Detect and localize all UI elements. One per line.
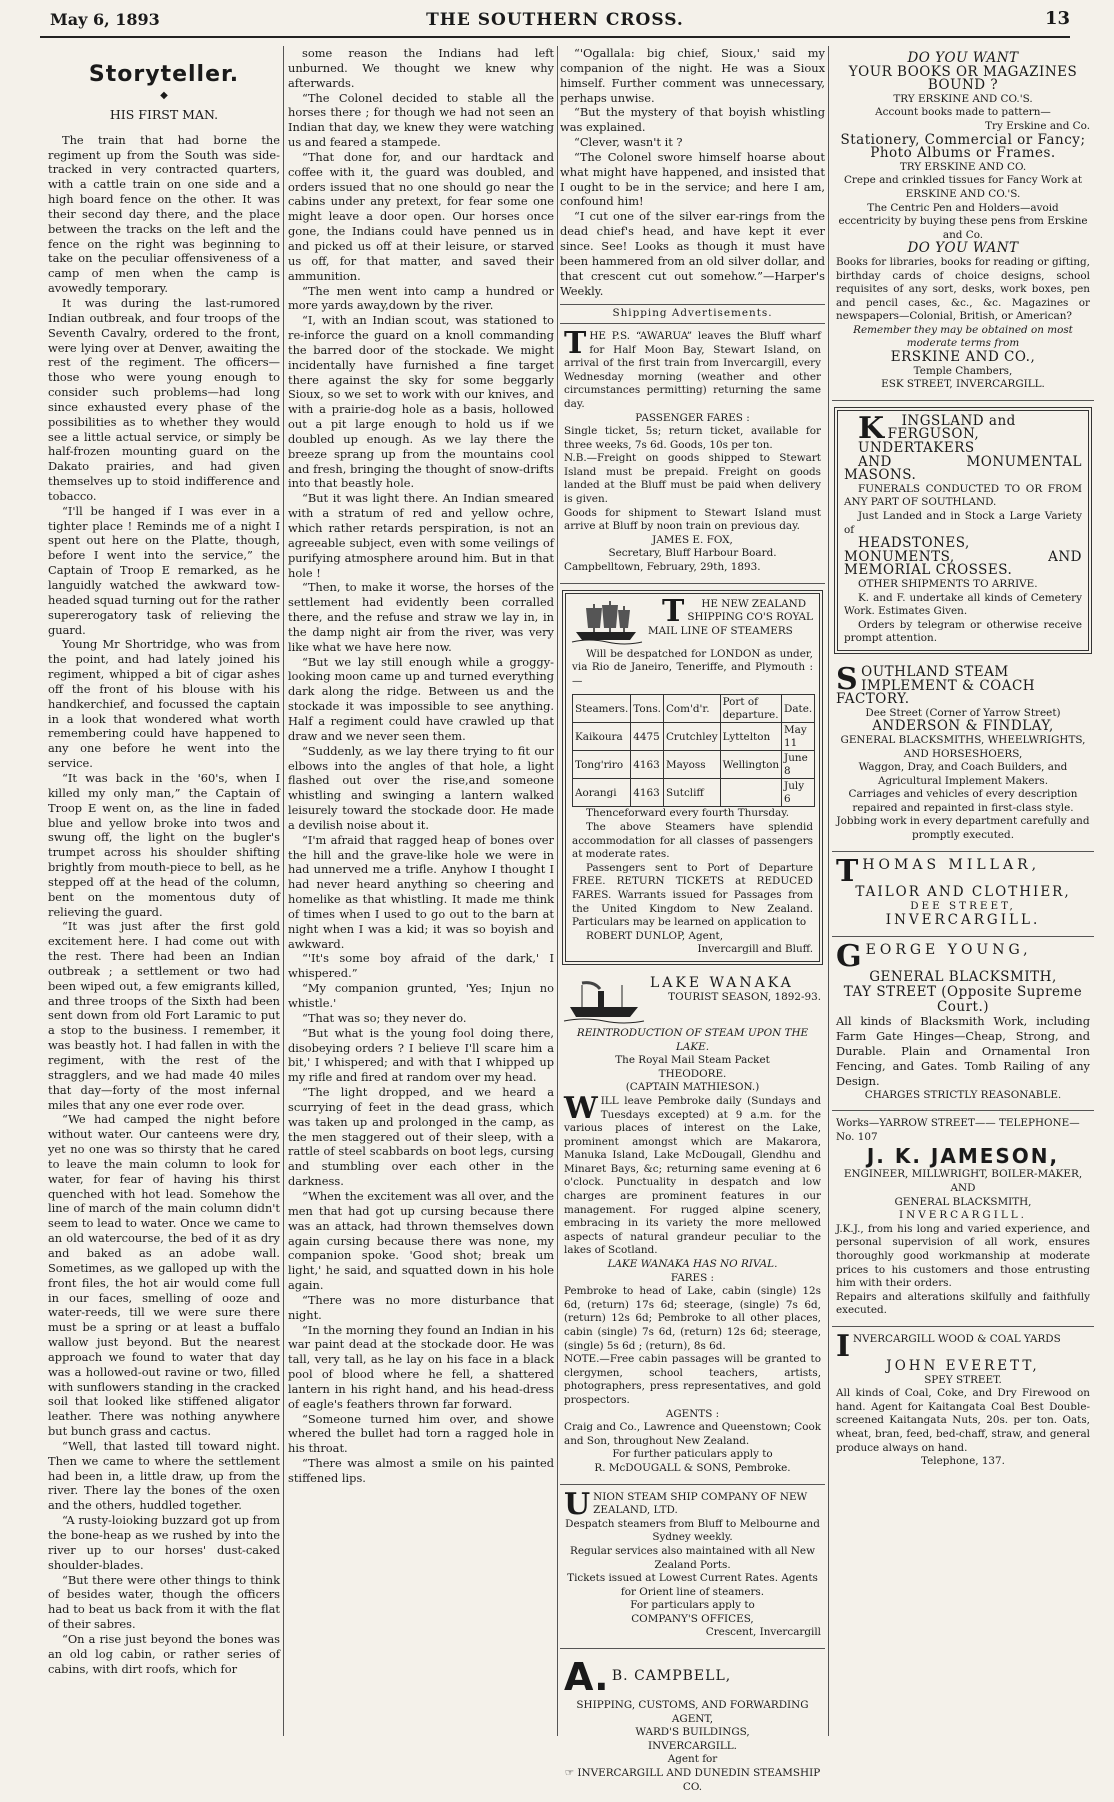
story-paragraph: “The light dropped, and we heard a scurrying of feet in the dead grass, which was taken up and prolonged in the camp, as the men staggered out of their sleep, with a rattle of steel scabbards on boot legs, cursing and stumbling over each other in the darkness. xyxy=(288,1085,554,1189)
table-cell: June 8 xyxy=(782,751,815,779)
table-cell: Mayoss xyxy=(663,751,720,779)
table-cell: Sutcliff xyxy=(663,779,720,807)
story-paragraph: “A rusty-loioking buzzard got up from the bone-heap as we rushed by into the river up to our horses' dust-caked shoulder-blades. xyxy=(48,1513,280,1572)
table-cell: Wellington xyxy=(720,751,781,779)
shipping-column xyxy=(560,46,825,1793)
dropcap: I xyxy=(836,1329,851,1364)
table-header-cell: Com'd'r. xyxy=(663,695,720,723)
kingsland-ad: K INGSLAND and FERGUSON, UNDERTAKERS AND MONUMENTAL MASONS. FUNERALS CONDUCTED TO OR FROM ANY PART OF SOUTHLAND. Just Landed and in Stock a Large Variety of HEADSTONES, MONUMENTS, AND MEMORIAL CROSSES. OTHER SHIPMENTS TO ARRIVE. K. and F. undertake all kinds of Cemetery Work. Estimates Given. Orders by telegram or otherwise receive prompt attention. xyxy=(834,407,1092,654)
table-row xyxy=(573,779,815,807)
awarua-ad: THE P.S. “AWARUA” leaves the Bluff wharf for Half Moon Bay, Stewart Island, on arrival of the first train from Invercargill, every Wednesday morning (weather and other circumstances permitting) returning the same day. PASSENGER FARES : Single ticket, 5s; return ticket, available for three weeks, 7s 6d. Goods, 10s per ton. N.B.—Freight on goods shipped to Stewart Island must be prepaid. Freight on goods landed at the Bluff must be paid when delivery is given. Goods for shipment to Stewart Island must arrive at Bluff by noon train on previous day. JAMES E. FOX, Secretary, Bluff Harbour Board. Campbelltown, February, 29th, 1893. xyxy=(560,324,825,584)
story-paragraph: “It was just after the first gold excitement here. I had come out with the rest. There had been an Indian outbreak ; a settlement or two had been wiped out, a few emigrants killed, and three troops of the Sixth had been sent down from old Fort Laramic to put a stop to the business. I remember, it was beastly hot. I had fallen in with the regiment, with the rest of the stragglers, and we had made 40 miles that day—forty of the most infernal miles that any one ever rode over. xyxy=(48,919,280,1112)
story-paragraph: “The Colonel decided to stable all the horses there ; for though we had not seen an Indian that day, we knew they were watching us and feared a stampede. xyxy=(288,90,554,150)
story-title: HIS FIRST MAN. xyxy=(109,106,219,122)
newspaper-title: THE SOUTHERN CROSS. xyxy=(426,10,684,30)
dropcap: T xyxy=(662,593,685,629)
table-cell: Lyttelton xyxy=(720,723,781,751)
story-paragraph: “But it was light there. An Indian smeared with a stratum of red and yellow ochre, which rather retards perspiration, is not an agreeable subject, even with some veilings of purifying atmosphere around him. But in that hole ! xyxy=(288,491,554,580)
pointing-hand-icon: ☞ xyxy=(564,1767,575,1780)
millar-ad: THOMAS MILLAR, TAILOR AND CLOTHIER, DEE STREET, INVERCARGILL. xyxy=(832,852,1094,937)
story-paragraph: “Someone turned him over, and showe whered the bullet had torn a ragged hole in his throat. xyxy=(288,1411,554,1456)
table-cell xyxy=(720,779,781,807)
story-paragraph: It was during the last-rumored Indian outbreak, and four troops of the Seventh Cavalry, ordered to the front, were lying over at Denver, awaiting the rest of the regiment. The officers—those who were young enough to consider such problems—had long since exhausted every phase of the possibilities as to whether they would see a little actual service, or simply be half-frozen mounting guard on the Dakato prairies, and had given themselves up to stoid indifference and tobacco. xyxy=(48,295,280,503)
story-body-2 xyxy=(288,46,554,1486)
dropcap: S xyxy=(836,661,859,697)
story-body-1 xyxy=(48,133,280,1677)
story-paragraph: Young Mr Shortridge, who was from the point, and had lately joined his regiment, whipped a bit of cigar ashes off the front of his blouse with his handkerchief, and focussed the captain in a look that wondered what worth remembering could have happened to any one before he went into the service. xyxy=(48,637,280,771)
column-rule xyxy=(283,46,284,1736)
dropcap: T xyxy=(836,853,860,889)
story-column-1 xyxy=(48,46,280,1736)
story-paragraph: “Clever, wasn't it ? xyxy=(574,135,683,150)
table-cell: Tong'riro xyxy=(573,751,631,779)
story-paragraph: “There was no more disturbance that night. xyxy=(288,1292,554,1322)
story-paragraph: “But the mystery of that boyish whistling was explained. xyxy=(560,105,825,135)
story-paragraph: “I, with an Indian scout, was stationed to re-inforce the guard on a knoll commanding the barred door of the stockade. We might incidentally have furnished a fine target there against the sky for some beggarly Sioux, so we set to work with our knives, and with a prairie-dog hole as a basis, hollowed out a pit large enough to hold us if we doubled up enough. As we lay there the breeze sprang up from the mountains cool and fresh, bringing the thought of snow-drifts into that beastly hole. xyxy=(288,313,554,491)
story-paragraph: “I cut one of the silver ear-rings from the dead chief's head, and have kept it ever since. See! Looks as though it must have been hammered from an old silver dollar, and that crescent cut out somehow.”—Harper's Weekly. xyxy=(560,209,825,298)
table-row xyxy=(573,751,815,779)
story-body-3 xyxy=(560,46,825,298)
section-title: Storyteller. xyxy=(88,62,240,87)
story-paragraph: “The Colonel swore himself hoarse about what might have happened, and insisted that I ought to be in the service; and here I am, confound him! xyxy=(560,149,825,209)
story-paragraph: “But we lay still enough while a groggy-looking moon came up and turned everything dark along the ridge. Between us and the stockade it was impossible to see anything. Half a regiment could have crawled up that draw and we never seen them. xyxy=(288,654,554,743)
table-header-cell: Port of departure. xyxy=(720,695,781,723)
story-paragraph: “'Ogallala: big chief, Sioux,' said my companion of the night. He was a Sioux himself. Further comment was unnecessary, perhaps unwise. xyxy=(560,46,825,105)
table-cell: Crutchley xyxy=(663,723,720,751)
story-paragraph: “I'm afraid that ragged heap of bones over the hill and the grave-like hole we were in had unnerved me a trifle. Anyhow I thought I had never heard anything so cheering and homelike as that whistling. It made me think of times when I used to go out to the barn at night when I was a kid; it was so boyish and awkward. xyxy=(288,832,554,951)
story-paragraph: “The men went into camp a hundred or more yards away,down by the river. xyxy=(288,283,554,313)
story-paragraph: “But there were other things to think of besides water, though the officers had to beat us back from it with the flat of their sabres. xyxy=(48,1572,280,1632)
dropcap: K xyxy=(858,410,885,446)
union-steamship-ad: UNION STEAM SHIP COMPANY OF NEW ZEALAND, LTD. Despatch steamers from Bluff to Melbourne and Sydney weekly. Regular services also maintained with all New Zealand Ports. Tickets issued at Lowest Current Rates. Agents for Orient line of steamers. For particulars apply to COMPANY'S OFFICES, Crescent, Invercargill xyxy=(560,1485,825,1650)
dropcap: U xyxy=(564,1486,591,1522)
shipping-heading: Shipping Advertisements. xyxy=(560,304,825,324)
steamer-schedule-table xyxy=(572,694,815,807)
page-number: 13 xyxy=(1044,8,1070,29)
story-paragraph: “I'll be hanged if I was ever in a tighter place ! Reminds me of a night I spent out here on the Platte, though, before I went into the service,” the Captain of Troop E remarked, as he languidly watched the awkward tow-headed squad turning out for the rather supererogatory task of relieving the guard. xyxy=(48,503,280,637)
table-header-cell: Date. xyxy=(782,695,815,723)
table-cell: Kaikoura xyxy=(573,723,631,751)
table-row xyxy=(573,723,815,751)
story-paragraph: “In the morning they found an Indian in his war paint dead at the stockade door. He was tall, very tall, as he lay on his face in a black pool of blood where he fell, a shattered lantern in his right hand, and his head-dress of eagle's feathers thrown far forward. xyxy=(288,1322,554,1411)
lake-wanaka-ad: LAKE WANAKA TOURIST SEASON, 1892-93. REINTRODUCTION OF STEAM UPON THE LAKE. The Royal Mail Steam Packet THEODORE. (CAPTAIN MATHIESON.) WILL leave Pembroke daily (Sundays and Tuesdays excepted) at 9 a.m. for the various places of interest on the Lake, prominent amongst which are Makarora, Manuka Island, Lake McDougall, Glendhu and Minaret Bays, &c; returning same evening at 6 o'clock. Punctuality in despatch and low charges are prominent features in our management. For rugged alpine scenery, embracing in its variety the more mellowed aspects of natural grandeur peculiar to the lakes of Scotland. LAKE WANAKA HAS NO RIVAL. FARES : Pembroke to head of Lake, cabin (single) 12s 6d, (return) 17s 6d; steerage, (single) 7s 6d, (return) 12s 6d; Pembroke to all other places, cabin (single) 7s 6d, (return) 12s 6d; steerage, (single) 5s 6d ; (return), 8s 6d. NOTE.—Free cabin passages will be granted to clergymen, school teachers, artists, photographers, press representatives, and gold prospectors. AGENTS : Craig and Co., Lawrence and Queenstown; Cook and Son, throughout New Zealand. For further paticulars apply to R. McDOUGALL & SONS, Pembroke. xyxy=(560,971,825,1485)
story-paragraph: “Suddenly, as we lay there trying to fit our elbows into the angles of that hole, a light flashed out over the rise,and someone whistling and swinging a lantern walked leisurely toward the stockade door. He made a devilish noise about it. xyxy=(288,743,554,832)
page-header xyxy=(40,6,1070,38)
table-header-cell: Tons. xyxy=(631,695,664,723)
column-rule xyxy=(828,46,829,1736)
story-paragraph: “'It's some boy afraid of the dark,' I whispered.” xyxy=(288,951,554,981)
erskine-ad: DO YOU WANT YOUR BOOKS OR MAGAZINES BOUND ? TRY ERSKINE AND CO.'S. Account books made to pattern— Try Erskine and Co. Stationery, Commercial or Fancy; Photo Albums or Frames. TRY ERSKINE AND CO. Crepe and crinkled tissues for Fancy Work at ERSKINE AND CO.'S. The Centric Pen and Holders—avoid eccentricity by buying these pens from Erskine and Co. DO YOU WANT Books for libraries, books for reading or gifting, birthday cards of choice designs, school requisites of any sort, desks, work boxes, pen and pencil cases, &c., &c. Magazines or newspapers—Colonial, British, or American? Remember they may be obtained on most moderate terms from ERSKINE AND CO., Temple Chambers, ESK STREET, INVERCARGILL. xyxy=(832,46,1094,401)
header-date: May 6, 1893 xyxy=(50,10,160,29)
dropcap: G xyxy=(836,938,863,974)
story-paragraph: some reason the Indians had left unburned. We thought we knew why afterwards. xyxy=(288,46,554,90)
table-cell: 4163 xyxy=(631,779,664,807)
story-paragraph: “That was so; they never do. xyxy=(302,1010,467,1025)
steamer-icon xyxy=(564,977,644,1023)
table-cell: July 6 xyxy=(782,779,815,807)
story-column-2 xyxy=(288,46,554,1736)
story-paragraph: “On a rise just beyond the bones was an old log cabin, or rather series of cabins, with dirt roofs, which for xyxy=(48,1631,280,1676)
dropcap: T xyxy=(564,325,587,361)
story-paragraph: “But what is the young fool doing there, disobeying orders ? I believe I'll scare him a bit,' I whispered; and with that I whipped up my rifle and fired at random over my head. xyxy=(288,1025,554,1085)
nz-shipping-ad: T HE NEW ZEALAND SHIPPING CO'S ROYAL MAIL LINE OF STEAMERS Will be despatched for LONDON as under, via Rio de Janeiro, Teneriffe, and Plymouth :— Steamers. Tons. Com'd'r. Port of departure. Date. Kaikoura 4475 Crutchley Lyttelton May 11 Tong'riro 4163 Mayoss Wellington June 8 Aorangi 4163 Sutcliff July 6 Thenceforward every fourth Thursday. The above Steamers have splendid accommodation for all classes of passengers at moderate rates. Passengers sent to Port of Departure FREE. RETURN TICKETS at REDUCED FARES. Warrants issued for Passages from the United Kingdom to New Zealand. Particulars may be learned on application to ROBERT DUNLOP, Agent, Invercargill and Bluff. xyxy=(562,590,823,965)
story-paragraph: “There was almost a smile on his painted stiffened lips. xyxy=(288,1456,554,1485)
jameson-ad: Works—YARROW STREET—— TELEPHONE—No. 107 J. K. JAMESON, ENGINEER, MILLWRIGHT, BOILER-MAKER, AND GENERAL BLACKSMITH, INVERCARGILL. J.K.J., from his long and varied experience, and personal supervision of all work, ensures thoroughly good workmanship at moderate prices to his customers and those entrusting him with their orders. Repairs and alterations skilfully and faithfully executed. xyxy=(832,1111,1094,1327)
campbell-ad: A. B. CAMPBELL, SHIPPING, CUSTOMS, AND FORWARDING AGENT, WARD'S BUILDINGS, INVERCARGILL. Agent for ☞ INVERCARGILL AND DUNEDIN STEAMSHIP CO. xyxy=(564,1655,821,1793)
george-young-ad: GEORGE YOUNG, GENERAL BLACKSMITH, TAY STREET (Opposite Supreme Court.) All kinds of Blacksmith Work, including Farm Gate Hinges—Cheap, Strong, and Durable. Plain and Ornamental Iron Fencing, and Gates. Tomb Railing of any Design. CHARGES STRICTLY REASONABLE. xyxy=(832,937,1094,1111)
story-paragraph: “It was back in the '60's, when I killed my only man,” the Captain of Troop E went on, as the line in faded blue and yellow broke into twos and swung off, the light on the bugler's trumpet across his shoulder shifting brightly from mouth-piece to bell, as he stepped off at the head of the column, bent on the momentous duty of relieving the guard. xyxy=(48,770,280,919)
column-rule xyxy=(557,46,558,1736)
table-header-cell: Steamers. xyxy=(573,695,631,723)
story-paragraph: “We had camped the night before without water. Our canteens were dry, yet no one was so thirsty that he cared to leave the main column to look for water, for fear of having his thirst quenched with hot lead. Somehow the line of march of the main column didn't seem to lead to water. Once we came to an old watercourse, the bed of it as dry and baked as an adobe wall. Sometimes, as we galloped up with the front files, the hot air would come full in our faces, smelling of ooze and water-reeds, till we were sure there must be a spring or at least a buffalo wallow just beyond. But the nearest approach we found to water that day was a hollowed-out ravine or two, filled with sunflowers standing in the cracked soil that looked like stiffened aligator leather. There was nothing anywhere but bunch grass and cactus. xyxy=(48,1112,280,1439)
sailing-ship-icon xyxy=(572,598,642,644)
table-cell: Aorangi xyxy=(573,779,631,807)
dropcap: W xyxy=(564,1090,598,1126)
ornament-icon: ◆ xyxy=(160,90,168,101)
story-paragraph: “When the excitement was all over, and the men that had got up cursing because there was an attack, had thrown themselves down again cursing because there was none, my companion spoke. 'Good shot; break um light,' he said, and squatted down in his hole again. xyxy=(288,1188,554,1293)
ads-column xyxy=(832,46,1094,1736)
southland-factory-ad: SOUTHLAND STEAM IMPLEMENT & COACH FACTORY. Dee Street (Corner of Yarrow Street) ANDERSON & FINDLAY, GENERAL BLACKSMITHS, WHEELWRIGHTS, AND HORSESHOERS, Waggon, Dray, and Coach Builders, and Agricultural Implement Makers. Carriages and vehicles of every description repaired and repainted in first-class style. Jobbing work in every department carefully and promptly executed. xyxy=(832,660,1094,852)
table-cell: May 11 xyxy=(782,723,815,751)
story-paragraph: “Then, to make it worse, the horses of the settlement had evidently been corralled there, and the refuse and straw we lay in, in the damp night air from the river, was very like what we have here now. xyxy=(288,580,554,654)
table-cell: 4163 xyxy=(631,751,664,779)
everett-ad: INVERCARGILL WOOD & COAL YARDS JOHN EVERETT, SPEY STREET. All kinds of Coal, Coke, and Dry Firewood on hand. Agent for Kaitangata Coal Best Double-screened Kaitangata Nuts, 20s. per ton. Oats, wheat, bran, feed, bed-chaff, straw, and general produce always on hand. Telephone, 137. xyxy=(836,1329,1090,1468)
story-paragraph: “My companion grunted, 'Yes; Injun no whistle.' xyxy=(288,981,554,1010)
story-paragraph: The train that had borne the regiment up from the South was side-tracked in very contracted quarters, with a cattle train on one side and a high board fence on the other. It was their second day there, and the place between the tracks on the left and the fence on the right was beginning to take on the peculiar offensiveness of a camp of men when the camp is avowedly temporary. xyxy=(48,132,280,296)
story-paragraph: “That done for, and our hardtack and coffee with it, the guard was doubled, and orders issued that no one should go near the cabins under any pretext, for fear some one might leave a door open. Our horses once gone, the Indians could have penned us in and picked us off at their leisure, or starved us off, for that matter, and saved their ammunition. xyxy=(288,149,554,283)
story-paragraph: “Well, that lasted till toward night. Then we came to where the settlement had been in, a little draw, up from the river. There lay the bones of the oxen and the others, huddled together. xyxy=(48,1438,280,1513)
table-cell: 4475 xyxy=(631,723,664,751)
